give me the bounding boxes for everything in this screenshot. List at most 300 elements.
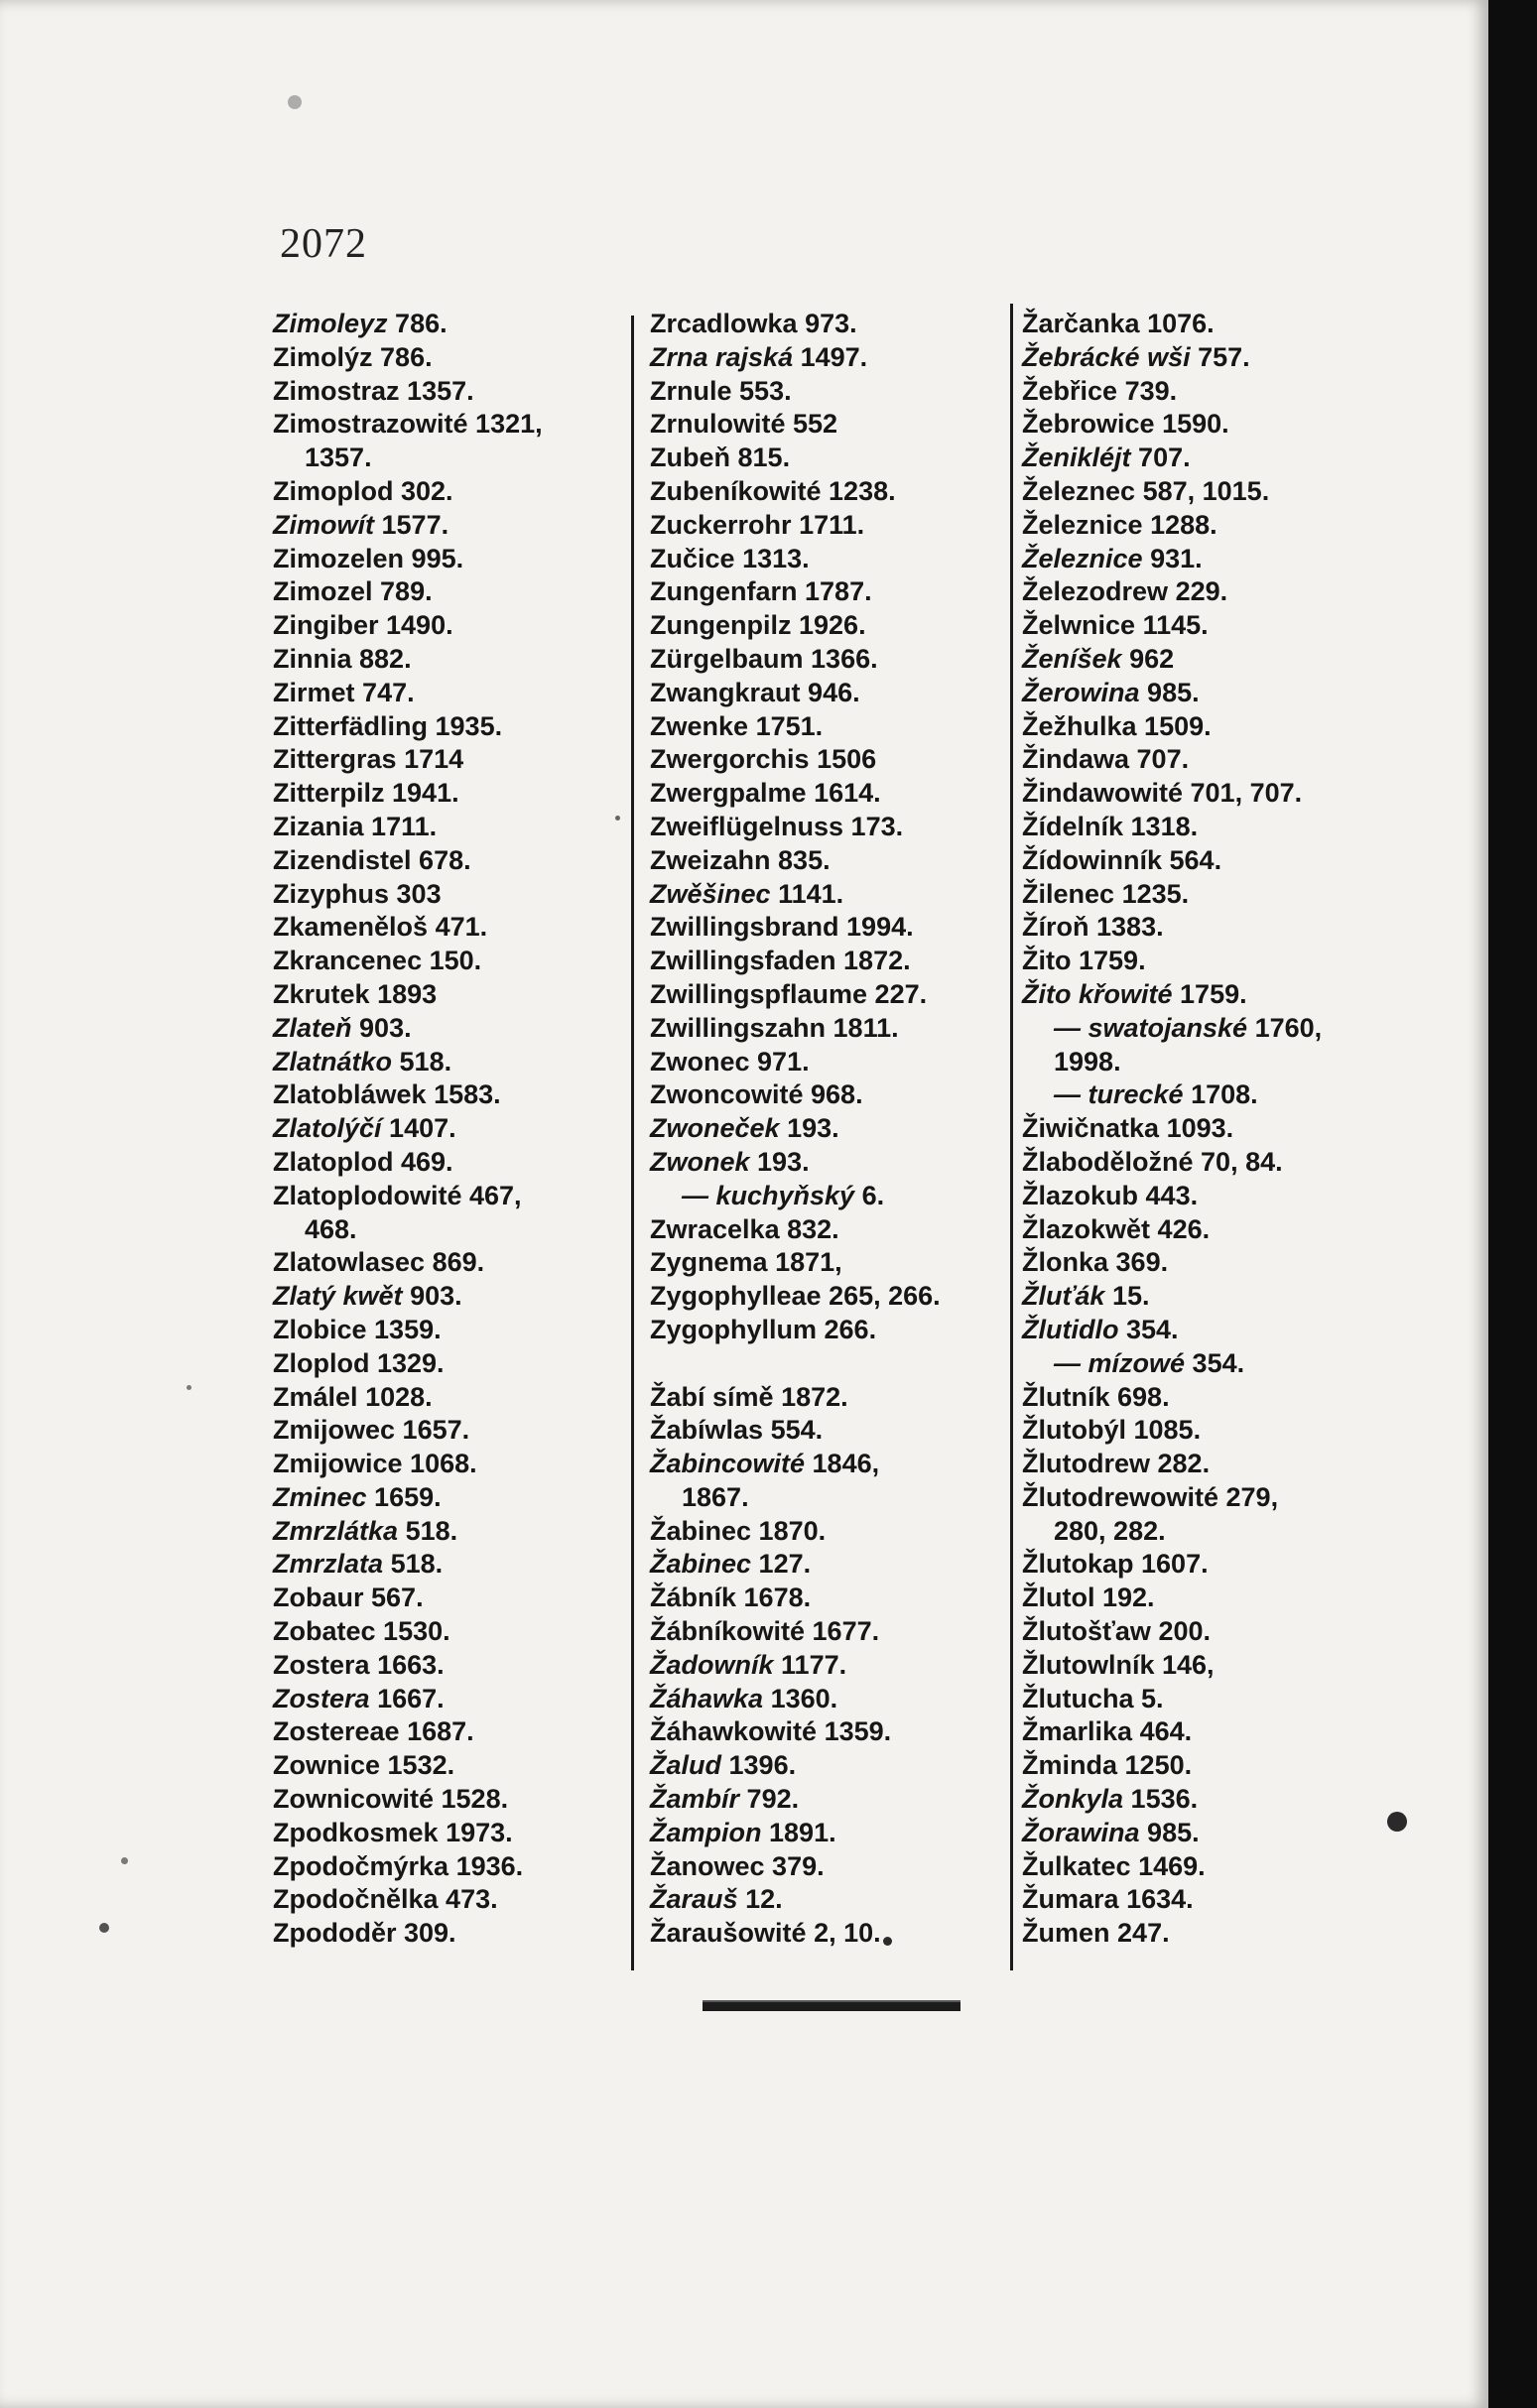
entry-term: Žlazokwět bbox=[1022, 1213, 1151, 1244]
index-entry bbox=[1022, 1078, 1322, 1112]
entry-term: Žerowina bbox=[1022, 677, 1140, 707]
entry-page-ref: 1677. bbox=[812, 1616, 880, 1647]
entry-term: Zitterpilz bbox=[273, 778, 385, 809]
entry-page-ref: 193. bbox=[757, 1146, 810, 1177]
index-entry bbox=[650, 1783, 941, 1817]
entry-page-ref: 1759. bbox=[1180, 978, 1247, 1009]
entry-term: Žáhawka bbox=[650, 1683, 764, 1713]
index-entry bbox=[273, 1414, 543, 1448]
entry-page-ref: 379. bbox=[772, 1850, 825, 1881]
index-column-1 bbox=[273, 308, 543, 1951]
entry-term: Žminda bbox=[1022, 1750, 1118, 1781]
index-entry bbox=[273, 1649, 543, 1683]
entry-page-ref: 469. bbox=[401, 1146, 453, 1177]
index-entry bbox=[650, 475, 941, 509]
entry-term: Žarčanka bbox=[1022, 309, 1140, 338]
index-entry bbox=[273, 1112, 543, 1146]
entry-page-ref: 1846, bbox=[812, 1449, 880, 1479]
entry-term: Železnec bbox=[1022, 475, 1136, 506]
index-entry bbox=[650, 341, 941, 375]
entry-term: Zobaur bbox=[273, 1583, 364, 1613]
index-entry bbox=[650, 1146, 941, 1180]
index-entry bbox=[1022, 1246, 1322, 1280]
index-entry bbox=[650, 1280, 941, 1314]
entry-page-ref: 265, 266. bbox=[829, 1281, 941, 1312]
ink-spot bbox=[615, 816, 620, 821]
index-entry bbox=[1022, 1314, 1322, 1347]
entry-term: Zimozel bbox=[273, 576, 373, 607]
entry-page-ref: 1687. bbox=[407, 1716, 474, 1747]
entry-page-ref: 173. bbox=[850, 811, 904, 841]
entry-page-ref: 962 bbox=[1129, 643, 1175, 674]
entry-term: Zwangkraut bbox=[650, 677, 801, 707]
index-entry bbox=[1022, 475, 1322, 509]
entry-page-ref: 6. bbox=[861, 1180, 885, 1210]
index-entry bbox=[273, 1817, 543, 1850]
entry-term: — mízowé bbox=[1054, 1347, 1186, 1378]
index-entry bbox=[1022, 1213, 1322, 1247]
entry-term: Zlatý kwět bbox=[273, 1281, 403, 1312]
index-entry bbox=[1022, 844, 1322, 878]
entry-page-ref: 1318. bbox=[1130, 811, 1199, 841]
entry-page-ref: 1614. bbox=[814, 778, 881, 809]
entry-page-ref: 1760, bbox=[1254, 1012, 1323, 1043]
entry-page-ref: 1076. bbox=[1147, 309, 1215, 338]
index-entry bbox=[650, 408, 941, 442]
entry-page-ref: 464. bbox=[1139, 1716, 1193, 1747]
index-entry bbox=[273, 1548, 543, 1582]
entry-page-ref: 227. bbox=[874, 978, 928, 1009]
index-entry bbox=[273, 609, 543, 643]
entry-page-ref: 815. bbox=[737, 443, 791, 473]
entry-page-ref: 1313. bbox=[742, 543, 810, 573]
entry-page-ref: 1714 bbox=[404, 744, 464, 775]
entry-term: Žebrácké wši bbox=[1022, 341, 1191, 372]
entry-term: Zygnema bbox=[650, 1247, 768, 1278]
index-entry bbox=[1022, 341, 1322, 375]
index-entry bbox=[273, 543, 543, 576]
entry-term: Zkameněloš bbox=[273, 912, 429, 943]
entry-term: Žampion bbox=[650, 1817, 762, 1847]
entry-term: Žabincowité bbox=[650, 1449, 806, 1479]
entry-term: Zpododěr bbox=[273, 1918, 397, 1949]
index-entry bbox=[650, 1883, 941, 1917]
entry-term: Železnice bbox=[1022, 509, 1143, 540]
entry-page-ref: 518. bbox=[405, 1515, 458, 1546]
entry-page-ref: 1634. bbox=[1126, 1884, 1194, 1915]
index-entry bbox=[273, 341, 543, 375]
index-entry bbox=[650, 609, 941, 643]
index-entry bbox=[273, 1213, 543, 1247]
entry-page-ref: 1238. bbox=[829, 475, 896, 506]
entry-term: Zpodočnělka bbox=[273, 1884, 439, 1915]
entry-page-ref: 1871, bbox=[775, 1247, 842, 1278]
index-entry bbox=[650, 575, 941, 609]
index-entry bbox=[1022, 375, 1322, 409]
index-entry bbox=[650, 1715, 941, 1749]
entry-term: Zizyphus bbox=[273, 878, 390, 909]
entry-page-ref: 443. bbox=[1145, 1180, 1199, 1210]
entry-term: Zmrzlátka bbox=[273, 1515, 399, 1546]
entry-term: Žáhawkowité bbox=[650, 1716, 818, 1747]
entry-term: Zwillingsbrand bbox=[650, 912, 839, 943]
entry-page-ref: 1528. bbox=[441, 1784, 509, 1815]
entry-term: Žlutodrewowité bbox=[1022, 1481, 1218, 1512]
index-entry bbox=[650, 710, 941, 744]
entry-page-ref: 1177. bbox=[781, 1649, 847, 1680]
entry-page-ref: 552 bbox=[793, 409, 838, 440]
index-entry bbox=[1022, 811, 1322, 844]
index-entry bbox=[1022, 1046, 1322, 1079]
entry-term: Zrcadlowka bbox=[650, 309, 798, 338]
index-entry bbox=[1022, 408, 1322, 442]
entry-term: Zownice bbox=[273, 1750, 381, 1781]
entry-term: Zwracelka bbox=[650, 1213, 780, 1244]
end-rule bbox=[703, 2000, 961, 2011]
entry-page-ref: 282. bbox=[1157, 1449, 1211, 1479]
index-entry bbox=[650, 811, 941, 844]
index-entry bbox=[273, 1715, 543, 1749]
index-entry bbox=[1022, 1515, 1322, 1549]
index-entry bbox=[650, 1749, 941, 1783]
entry-term: Zrna rajská bbox=[650, 341, 794, 372]
entry-page-ref: 835. bbox=[778, 844, 831, 875]
index-entry bbox=[1022, 1448, 1322, 1481]
entry-page-ref: 1509. bbox=[1144, 710, 1212, 741]
entry-page-ref: 1407. bbox=[389, 1113, 456, 1144]
entry-page-ref: 518. bbox=[390, 1549, 444, 1580]
ink-spot bbox=[883, 1937, 892, 1946]
entry-term: Žmarlika bbox=[1022, 1716, 1133, 1747]
entry-term: Žlutowlník bbox=[1022, 1649, 1155, 1680]
index-entry bbox=[273, 677, 543, 710]
index-entry bbox=[273, 1146, 543, 1180]
entry-term: Žambír bbox=[650, 1784, 740, 1815]
entry-term: Žídowinník bbox=[1022, 844, 1162, 875]
entry-page-ref: 193. bbox=[787, 1113, 839, 1144]
index-entry bbox=[650, 1314, 941, 1347]
index-entry bbox=[650, 643, 941, 677]
ink-spot bbox=[288, 95, 302, 109]
entry-term: Zlobice bbox=[273, 1314, 367, 1344]
index-entry bbox=[273, 1749, 543, 1783]
index-entry bbox=[273, 308, 543, 341]
index-entry bbox=[650, 1078, 941, 1112]
entry-page-ref: 369. bbox=[1115, 1247, 1169, 1278]
entry-term: Žilenec bbox=[1022, 878, 1115, 909]
index-entry bbox=[1022, 1582, 1322, 1615]
index-entry bbox=[650, 777, 941, 811]
entry-page-ref: 1657. bbox=[402, 1415, 470, 1446]
entry-page-ref: 971. bbox=[757, 1046, 810, 1077]
index-entry bbox=[1022, 575, 1322, 609]
index-entry bbox=[650, 878, 941, 912]
entry-page-ref: 968. bbox=[811, 1079, 863, 1110]
index-entry bbox=[1022, 643, 1322, 677]
entry-term: Zučice bbox=[650, 543, 735, 573]
entry-term: Žindawa bbox=[1022, 744, 1130, 775]
index-entry bbox=[273, 1347, 543, 1381]
entry-term: Žanowec bbox=[650, 1850, 765, 1881]
entry-page-ref: 678. bbox=[419, 844, 471, 875]
entry-term: Žlazokub bbox=[1022, 1180, 1139, 1210]
index-entry bbox=[1022, 1715, 1322, 1749]
entry-term: Zimozelen bbox=[273, 543, 405, 573]
entry-term: Zmijowice bbox=[273, 1449, 403, 1479]
index-entry bbox=[650, 1448, 941, 1481]
index-entry bbox=[1022, 1548, 1322, 1582]
index-column-3 bbox=[1022, 308, 1322, 1951]
entry-term: Zkrutek bbox=[273, 978, 370, 1009]
entry-page-ref: 1469. bbox=[1138, 1850, 1206, 1881]
entry-term: Žabí símě bbox=[650, 1381, 774, 1412]
entry-page-ref: 1926. bbox=[799, 610, 866, 641]
entry-term: Žlutidlo bbox=[1022, 1314, 1119, 1344]
entry-term: Žito křowité bbox=[1022, 978, 1173, 1009]
entry-term: Zittergras bbox=[273, 744, 397, 775]
entry-page-ref: 1711. bbox=[799, 509, 865, 540]
entry-term: Zwonec bbox=[650, 1046, 750, 1077]
index-entry bbox=[650, 1481, 941, 1515]
entry-term: Zlateň bbox=[273, 1012, 352, 1043]
entry-page-ref: 1357. bbox=[305, 443, 372, 473]
index-entry bbox=[1022, 1146, 1322, 1180]
index-entry bbox=[650, 1213, 941, 1247]
index-entry bbox=[273, 743, 543, 777]
entry-term: Zinnia bbox=[273, 643, 352, 674]
entry-page-ref: 1872. bbox=[781, 1381, 848, 1412]
entry-page-ref: 1145. bbox=[1142, 610, 1209, 641]
index-entry bbox=[273, 777, 543, 811]
entry-page-ref: 1235. bbox=[1121, 878, 1190, 909]
entry-page-ref: 1936. bbox=[455, 1850, 524, 1881]
index-entry bbox=[1022, 1347, 1322, 1381]
index-entry bbox=[650, 375, 941, 409]
entry-page-ref: 1867. bbox=[682, 1481, 749, 1512]
entry-page-ref: 1872. bbox=[843, 946, 911, 976]
entry-term: Žlutník bbox=[1022, 1381, 1110, 1412]
entry-term: Zlatowlasec bbox=[273, 1247, 426, 1278]
entry-term: Žaraušowité bbox=[650, 1918, 807, 1949]
entry-page-ref: 973. bbox=[805, 309, 857, 338]
entry-term: Žalud bbox=[650, 1750, 721, 1781]
entry-term: — kuchyňský bbox=[682, 1180, 855, 1210]
entry-term: Zizendistel bbox=[273, 844, 412, 875]
index-entry bbox=[273, 475, 543, 509]
entry-term: Zubeníkowité bbox=[650, 475, 822, 506]
entry-term: Zlatobláwek bbox=[273, 1079, 427, 1110]
entry-page-ref: 1093. bbox=[1166, 1113, 1234, 1144]
index-entry bbox=[650, 1414, 941, 1448]
index-entry bbox=[1022, 777, 1322, 811]
entry-page-ref: 786. bbox=[380, 341, 433, 372]
entry-page-ref: 985. bbox=[1147, 1817, 1200, 1847]
index-entry bbox=[650, 1817, 941, 1850]
index-entry bbox=[273, 1078, 543, 1112]
entry-term: Zrnule bbox=[650, 375, 732, 406]
index-entry bbox=[650, 308, 941, 341]
entry-term: Žebrowice bbox=[1022, 409, 1155, 440]
entry-page-ref: 1530. bbox=[383, 1616, 450, 1647]
entry-page-ref: 1973. bbox=[446, 1817, 513, 1847]
entry-page-ref: 832. bbox=[787, 1213, 839, 1244]
entry-term: Zminec bbox=[273, 1481, 367, 1512]
entry-term: Zwoncowité bbox=[650, 1079, 804, 1110]
entry-term: Zygophyllum bbox=[650, 1314, 817, 1344]
entry-page-ref: 279, bbox=[1225, 1481, 1279, 1512]
index-entry bbox=[1022, 1783, 1322, 1817]
entry-term: Žlutucha bbox=[1022, 1683, 1134, 1713]
index-entry bbox=[650, 1046, 941, 1079]
index-entry bbox=[273, 442, 543, 475]
entry-page-ref: 786. bbox=[395, 309, 448, 338]
entry-term: Zwoneček bbox=[650, 1113, 780, 1144]
entry-page-ref: 1357. bbox=[407, 375, 474, 406]
entry-page-ref: 554. bbox=[770, 1415, 824, 1446]
entry-page-ref: 2, 10. bbox=[814, 1918, 881, 1949]
entry-term: Zpodočmýrka bbox=[273, 1850, 449, 1881]
entry-page-ref: 1678. bbox=[743, 1583, 812, 1613]
entry-page-ref: 882. bbox=[359, 643, 412, 674]
entry-term: Žabinec bbox=[650, 1549, 752, 1580]
entry-term: Zrnulowité bbox=[650, 409, 786, 440]
entry-page-ref: 1583. bbox=[434, 1079, 501, 1110]
index-entry bbox=[273, 1448, 543, 1481]
index-entry bbox=[650, 1112, 941, 1146]
entry-page-ref: 1994. bbox=[846, 912, 914, 943]
entry-term: Zwergpalme bbox=[650, 778, 807, 809]
index-entry bbox=[1022, 1917, 1322, 1951]
index-entry bbox=[1022, 1280, 1322, 1314]
entry-term: Zweizahn bbox=[650, 844, 771, 875]
entry-page-ref: 280, 282. bbox=[1054, 1515, 1166, 1546]
entry-term: — swatojanské bbox=[1054, 1012, 1248, 1043]
index-entry bbox=[273, 1246, 543, 1280]
entry-term: Žito bbox=[1022, 946, 1072, 976]
entry-page-ref: 354. bbox=[1192, 1347, 1245, 1378]
index-entry bbox=[1022, 1683, 1322, 1716]
ink-spot bbox=[99, 1923, 109, 1933]
entry-term: Žulkatec bbox=[1022, 1850, 1131, 1881]
index-entry bbox=[1022, 1850, 1322, 1884]
index-entry bbox=[650, 442, 941, 475]
entry-page-ref: 698. bbox=[1117, 1381, 1170, 1412]
entry-page-ref: 1068. bbox=[410, 1449, 477, 1479]
entry-page-ref: 467, bbox=[469, 1180, 522, 1210]
entry-page-ref: 150. bbox=[429, 946, 482, 976]
entry-term: Zwěšinec bbox=[650, 878, 771, 909]
entry-page-ref: 903. bbox=[410, 1281, 462, 1312]
index-entry bbox=[650, 1917, 941, 1951]
entry-term: Žíroň bbox=[1022, 912, 1089, 943]
entry-term: Zuckerrohr bbox=[650, 509, 792, 540]
entry-term: Zostera bbox=[273, 1649, 370, 1680]
entry-term: Zwonek bbox=[650, 1146, 750, 1177]
entry-page-ref: 1870. bbox=[758, 1515, 827, 1546]
index-entry bbox=[650, 677, 941, 710]
index-entry bbox=[273, 509, 543, 543]
entry-term: Žumen bbox=[1022, 1918, 1110, 1949]
entry-term: Žabinec bbox=[650, 1515, 752, 1546]
index-entry bbox=[273, 978, 543, 1012]
entry-term: Zungenpilz bbox=[650, 610, 792, 641]
entry-term: Žluťák bbox=[1022, 1281, 1105, 1312]
entry-page-ref: 1288. bbox=[1150, 509, 1217, 540]
entry-term: Žorawina bbox=[1022, 1817, 1140, 1847]
entry-term: Žlutodrew bbox=[1022, 1449, 1150, 1479]
index-entry bbox=[273, 1683, 543, 1716]
entry-term: Zlatolýčí bbox=[273, 1113, 382, 1144]
entry-page-ref: 931. bbox=[1150, 543, 1203, 573]
index-entry bbox=[273, 1314, 543, 1347]
entry-page-ref: 1359. bbox=[374, 1314, 442, 1344]
entry-term: Žumara bbox=[1022, 1884, 1119, 1915]
ink-spot bbox=[187, 1385, 192, 1390]
entry-page-ref: 354. bbox=[1125, 1314, 1179, 1344]
entry-term: Zimoplod bbox=[273, 475, 394, 506]
entry-term: Žlonka bbox=[1022, 1247, 1109, 1278]
index-entry bbox=[273, 1783, 543, 1817]
entry-term: Zwillingszahn bbox=[650, 1012, 827, 1043]
entry-page-ref: 1028. bbox=[365, 1381, 433, 1412]
entry-page-ref: 1360. bbox=[770, 1683, 838, 1713]
entry-page-ref: 1506 bbox=[817, 744, 877, 775]
entry-page-ref: 1751. bbox=[755, 710, 824, 741]
index-entry bbox=[650, 1381, 941, 1415]
entry-page-ref: 471. bbox=[435, 912, 488, 943]
index-entry bbox=[273, 1381, 543, 1415]
entry-term: Zubeň bbox=[650, 443, 730, 473]
entry-page-ref: 903. bbox=[359, 1012, 412, 1043]
entry-page-ref: 1329. bbox=[376, 1347, 445, 1378]
entry-term: Žlutošťaw bbox=[1022, 1616, 1151, 1647]
entry-page-ref: 229. bbox=[1175, 576, 1228, 607]
entry-term: Zownicowité bbox=[273, 1784, 434, 1815]
page-number: 2072 bbox=[280, 221, 367, 267]
entry-page-ref: 1250. bbox=[1124, 1750, 1193, 1781]
index-entry bbox=[273, 375, 543, 409]
entry-page-ref: 701, 707. bbox=[1190, 778, 1303, 809]
entry-term: Žebřice bbox=[1022, 375, 1118, 406]
index-entry bbox=[273, 575, 543, 609]
entry-page-ref: 1893 bbox=[377, 978, 438, 1009]
entry-page-ref: 707. bbox=[1136, 744, 1190, 775]
entry-term: Zobatec bbox=[273, 1616, 376, 1647]
entry-term: Žábníkowité bbox=[650, 1616, 806, 1647]
index-entry bbox=[650, 509, 941, 543]
entry-page-ref: 247. bbox=[1117, 1918, 1170, 1949]
index-entry bbox=[1022, 677, 1322, 710]
entry-page-ref: 1663. bbox=[377, 1649, 445, 1680]
index-entry bbox=[273, 1515, 543, 1549]
entry-page-ref: 1941. bbox=[392, 778, 459, 809]
entry-page-ref: 1711. bbox=[371, 811, 438, 841]
entry-term: Žabíwlas bbox=[650, 1415, 764, 1446]
entry-term: Zingiber bbox=[273, 610, 379, 641]
entry-term: Žonkyla bbox=[1022, 1784, 1124, 1815]
entry-term: Zlatoplodowité bbox=[273, 1180, 462, 1210]
index-entry bbox=[273, 844, 543, 878]
entry-page-ref: 192. bbox=[1102, 1583, 1155, 1613]
entry-term: Zirmet bbox=[273, 677, 355, 707]
entry-term: Zwergorchis bbox=[650, 744, 810, 775]
entry-page-ref: 473. bbox=[446, 1884, 498, 1915]
entry-term: Zpodkosmek bbox=[273, 1817, 439, 1847]
entry-term: Žežhulka bbox=[1022, 710, 1137, 741]
index-entry bbox=[1022, 609, 1322, 643]
index-entry bbox=[273, 1046, 543, 1079]
entry-page-ref: 1998. bbox=[1054, 1046, 1121, 1077]
